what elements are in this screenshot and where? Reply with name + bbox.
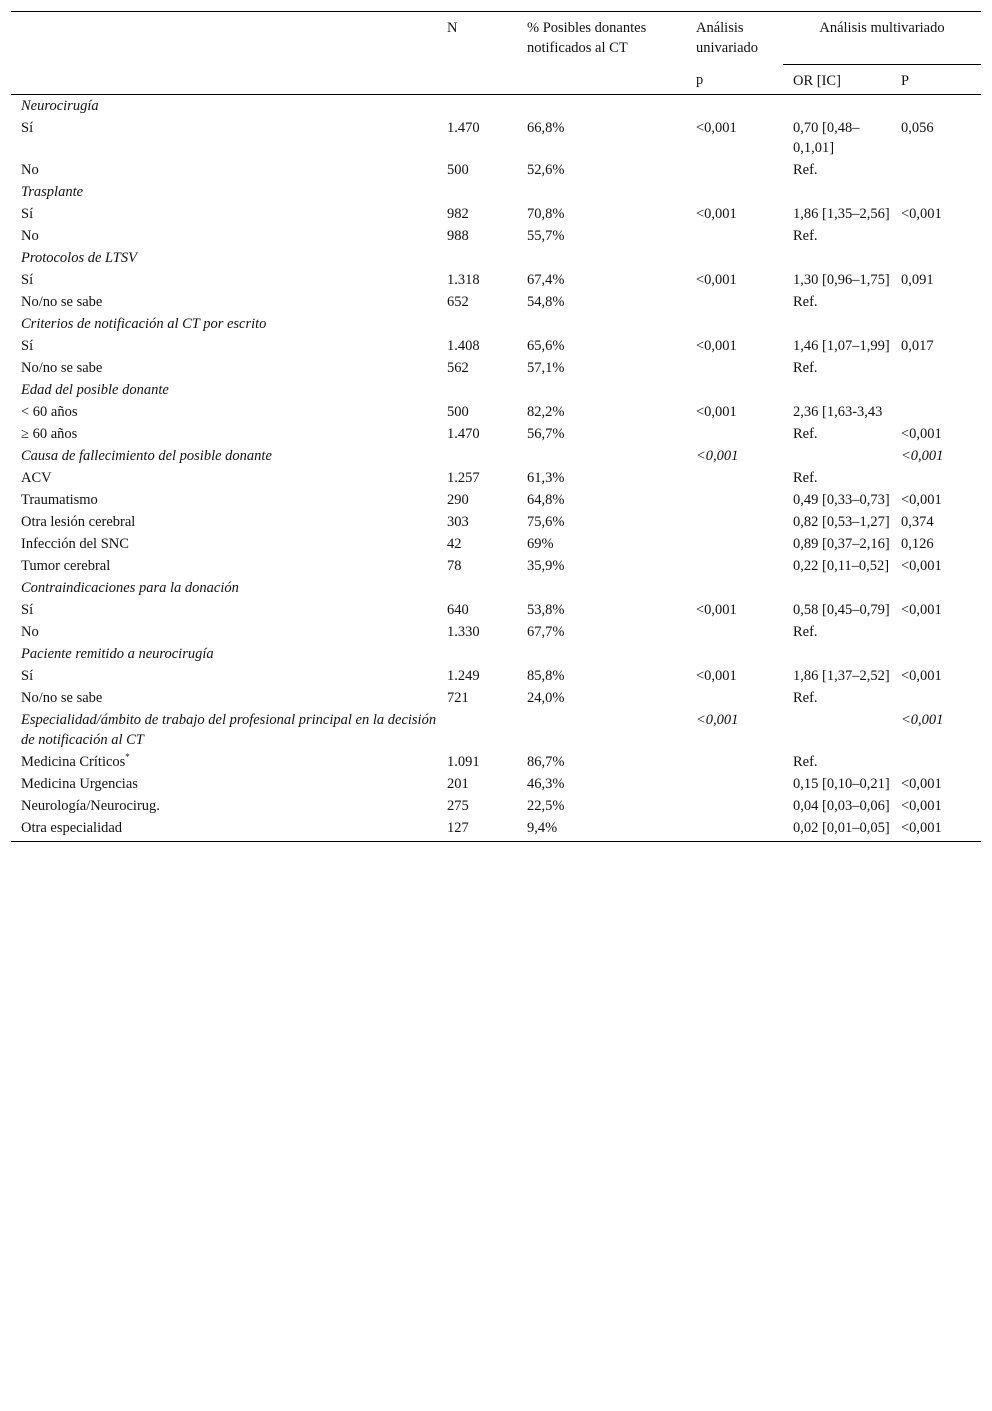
p-univariate-cell [686, 181, 783, 203]
row-label [11, 291, 437, 313]
label-text: ACV [21, 469, 52, 486]
table-body [11, 94, 981, 841]
category-row [11, 445, 981, 467]
p-multivariate-cell [891, 379, 981, 401]
p-multivariate-cell: <0,001 [901, 667, 942, 684]
label-text: Trasplante [21, 183, 84, 200]
header-n-blank [437, 64, 517, 94]
n-cell: 721 [447, 689, 469, 706]
p-univariate-cell [686, 357, 783, 379]
or-ci-cell: 0,15 [0,10–0,21] [793, 775, 890, 792]
label-text: Otra especialidad [21, 819, 123, 836]
row-label [11, 357, 437, 379]
p-univariate-cell [686, 247, 783, 269]
or-ci-cell [783, 313, 891, 335]
n-cell [437, 445, 517, 467]
p-multivariate-cell [891, 94, 981, 117]
pct-cell: 65,6% [527, 337, 565, 354]
or-ci-cell: 0,49 [0,33–0,73] [793, 491, 890, 508]
p-multivariate-cell [891, 577, 981, 599]
n-cell: 303 [447, 513, 469, 530]
p-multivariate-cell [891, 159, 981, 181]
pct-cell: 67,4% [527, 271, 565, 288]
p-univariate-cell: <0,001 [696, 667, 737, 684]
p-multivariate-cell: <0,001 [901, 775, 942, 792]
p-multivariate-cell [891, 291, 981, 313]
table-row [11, 795, 981, 817]
n-cell [437, 94, 517, 117]
p-multivariate-cell: <0,001 [901, 797, 942, 814]
row-label [11, 665, 437, 687]
n-cell: 275 [447, 797, 469, 814]
or-ci-cell: 0,82 [0,53–1,27] [793, 513, 890, 530]
table-row [11, 533, 981, 555]
p-univariate-cell [686, 225, 783, 247]
pct-cell: 55,7% [527, 227, 565, 244]
header-empty [11, 12, 437, 95]
pct-cell [517, 247, 686, 269]
pct-cell [517, 577, 686, 599]
p-multivariate-cell [891, 313, 981, 335]
category-row [11, 643, 981, 665]
row-label [11, 335, 437, 357]
label-text: Sí [21, 119, 34, 136]
row-label [11, 203, 437, 225]
p-univariate-cell [686, 291, 783, 313]
or-ci-cell: 0,89 [0,37–2,16] [793, 535, 890, 552]
n-cell: 988 [447, 227, 469, 244]
p-multivariate-cell: <0,001 [901, 425, 942, 442]
label-text: Medicina Urgencias [21, 775, 138, 792]
row-label [11, 489, 437, 511]
p-univariate-cell [686, 94, 783, 117]
p-multivariate-cell: 0,017 [901, 337, 934, 354]
n-cell: 1.318 [447, 271, 480, 288]
p-multivariate-cell: 0,091 [901, 271, 934, 288]
pct-cell: 24,0% [527, 689, 565, 706]
row-label [11, 269, 437, 291]
label-text: Tumor cerebral [21, 557, 111, 574]
p-univariate-cell [686, 795, 783, 817]
p-univariate-cell: <0,001 [696, 119, 737, 136]
or-ci-cell: Ref. [793, 293, 818, 310]
category-row [11, 379, 981, 401]
table-row [11, 203, 981, 225]
label-text: No/no se sabe [21, 359, 103, 376]
p-univariate-cell [686, 467, 783, 489]
n-cell: 652 [447, 293, 469, 310]
pct-cell [517, 445, 686, 467]
label-text: ≥ 60 años [21, 425, 78, 442]
or-ci-cell [783, 445, 891, 467]
header-multivariate: Análisis multivariado [783, 12, 981, 65]
p-univariate-cell [686, 423, 783, 445]
or-ci-cell [783, 379, 891, 401]
label-text: No/no se sabe [21, 689, 103, 706]
n-cell: 500 [447, 403, 469, 420]
or-ci-cell: Ref. [793, 359, 818, 376]
p-multivariate-cell: <0,001 [901, 557, 942, 574]
pct-cell: 61,3% [527, 469, 565, 486]
p-multivariate-cell [891, 401, 981, 423]
p-multivariate-cell: <0,001 [901, 711, 944, 728]
or-ci-cell: 0,04 [0,03–0,06] [793, 797, 890, 814]
p-univariate-cell: <0,001 [696, 205, 737, 222]
table-row [11, 159, 981, 181]
pct-cell: 57,1% [527, 359, 565, 376]
or-ci-cell: Ref. [793, 753, 818, 770]
label-text: Paciente remitido a neurocirugía [21, 645, 214, 662]
table-row [11, 665, 981, 687]
pct-cell: 9,4% [527, 819, 558, 836]
n-cell: 1.091 [447, 753, 480, 770]
label-text: < 60 años [21, 403, 78, 420]
p-multivariate-cell [891, 181, 981, 203]
or-ci-cell: Ref. [793, 161, 818, 178]
category-label [11, 709, 437, 751]
label-text: Sí [21, 601, 34, 618]
or-ci-cell [783, 94, 891, 117]
header-pct-blank [517, 64, 686, 94]
or-ci-cell: Ref. [793, 469, 818, 486]
p-univariate-cell [686, 313, 783, 335]
row-label [11, 467, 437, 489]
label-text: Sí [21, 271, 34, 288]
pct-cell: 75,6% [527, 513, 565, 530]
pct-cell: 56,7% [527, 425, 565, 442]
table-row [11, 291, 981, 313]
row-label [11, 773, 437, 795]
or-ci-cell: 1,30 [0,96–1,75] [793, 271, 890, 288]
p-multivariate-cell [891, 621, 981, 643]
category-row [11, 181, 981, 203]
row-label [11, 225, 437, 247]
category-row [11, 709, 981, 751]
p-univariate-cell [686, 773, 783, 795]
label-text: No/no se sabe [21, 293, 103, 310]
label-text: Protocolos de LTSV [21, 249, 137, 266]
label-text: Neurología/Neurocirug. [21, 797, 160, 814]
header-n: N [447, 20, 458, 36]
pct-cell: 53,8% [527, 601, 565, 618]
label-text: Edad del posible donante [21, 381, 169, 398]
pct-cell: 70,8% [527, 205, 565, 222]
p-univariate-cell: <0,001 [696, 403, 737, 420]
pct-cell: 66,8% [527, 119, 565, 136]
n-cell: 42 [447, 535, 462, 552]
p-univariate-cell [686, 159, 783, 181]
or-ci-cell: Ref. [793, 689, 818, 706]
table-row [11, 555, 981, 577]
header-univariate: Análisis univariado [696, 20, 759, 56]
p-multivariate-cell [891, 467, 981, 489]
table-row [11, 621, 981, 643]
pct-cell: 54,8% [527, 293, 565, 310]
pct-cell: 46,3% [527, 775, 565, 792]
row-label [11, 555, 437, 577]
p-univariate-cell [686, 533, 783, 555]
p-multivariate-cell: 0,056 [901, 119, 934, 136]
p-multivariate-cell: <0,001 [901, 491, 942, 508]
p-univariate-cell [686, 379, 783, 401]
category-label [11, 313, 437, 335]
or-ci-cell [783, 247, 891, 269]
or-ci-cell [783, 181, 891, 203]
label-text: Neurocirugía [21, 97, 99, 114]
n-cell: 1.257 [447, 469, 480, 486]
label-text: No [21, 227, 39, 244]
row-label [11, 687, 437, 709]
or-ci-cell: Ref. [793, 623, 818, 640]
table-row [11, 773, 981, 795]
n-cell: 78 [447, 557, 462, 574]
table-row [11, 401, 981, 423]
pct-cell [517, 313, 686, 335]
p-multivariate-cell [891, 247, 981, 269]
p-univariate-cell: <0,001 [696, 601, 737, 618]
row-label [11, 401, 437, 423]
pct-cell [517, 94, 686, 117]
label-text: Traumatismo [21, 491, 98, 508]
row-label [11, 599, 437, 621]
header-or-ci: OR [IC] [783, 64, 891, 94]
table-row [11, 751, 981, 773]
category-label [11, 247, 437, 269]
p-multivariate-cell [891, 357, 981, 379]
n-cell [437, 577, 517, 599]
p-multivariate-cell [891, 751, 981, 773]
row-label [11, 423, 437, 445]
or-ci-cell: Ref. [793, 425, 818, 442]
header-pct: % Posibles donantes notificados al CT [527, 20, 647, 56]
or-ci-cell: 1,86 [1,35–2,56] [793, 205, 890, 222]
table-row [11, 467, 981, 489]
table-row [11, 423, 981, 445]
or-ci-cell: Ref. [793, 227, 818, 244]
table-row [11, 511, 981, 533]
n-cell: 562 [447, 359, 469, 376]
label-text: Causa de fallecimiento del posible donante [21, 447, 272, 464]
p-univariate-cell [686, 511, 783, 533]
pct-cell: 85,8% [527, 667, 565, 684]
label-text: Medicina Críticos [21, 753, 126, 770]
label-text: Sí [21, 205, 34, 222]
pct-cell [517, 181, 686, 203]
p-multivariate-cell: <0,001 [901, 819, 942, 836]
table-row [11, 269, 981, 291]
or-ci-cell: 0,22 [0,11–0,52] [793, 557, 890, 574]
label-text: Otra lesión cerebral [21, 513, 136, 530]
header-p-multivariate: P [891, 64, 981, 94]
p-univariate-cell [686, 687, 783, 709]
category-row [11, 247, 981, 269]
table-row [11, 687, 981, 709]
label-text: No [21, 623, 39, 640]
or-ci-cell: 0,02 [0,01–0,05] [793, 819, 890, 836]
p-multivariate-cell: <0,001 [901, 601, 942, 618]
table-row [11, 335, 981, 357]
p-univariate-cell: <0,001 [696, 711, 739, 728]
pct-cell: 52,6% [527, 161, 565, 178]
category-label [11, 379, 437, 401]
pct-cell [517, 379, 686, 401]
n-cell [437, 313, 517, 335]
pct-cell: 69% [527, 535, 554, 552]
label-text: Sí [21, 337, 34, 354]
row-label [11, 533, 437, 555]
or-ci-cell: 0,58 [0,45–0,79] [793, 601, 890, 618]
pct-cell [517, 709, 686, 751]
label-text: No [21, 161, 39, 178]
or-ci-cell [783, 577, 891, 599]
pct-cell: 64,8% [527, 491, 565, 508]
row-label [11, 117, 437, 159]
pct-cell: 82,2% [527, 403, 565, 420]
n-cell: 1.470 [447, 119, 480, 136]
row-label [11, 817, 437, 842]
row-label [11, 511, 437, 533]
n-cell [437, 709, 517, 751]
n-cell: 127 [447, 819, 469, 836]
or-ci-cell [783, 643, 891, 665]
table-row [11, 117, 981, 159]
p-univariate-cell [686, 643, 783, 665]
p-univariate-cell [686, 817, 783, 842]
footnote-marker: * [125, 751, 130, 762]
n-cell [437, 379, 517, 401]
p-multivariate-cell: <0,001 [901, 205, 942, 222]
category-label [11, 577, 437, 599]
p-multivariate-cell [891, 225, 981, 247]
p-univariate-cell: <0,001 [696, 271, 737, 288]
or-ci-cell: 0,70 [0,48–0,1,01] [793, 119, 860, 156]
row-label [11, 159, 437, 181]
label-text: Infección del SNC [21, 535, 129, 552]
label-text: Criterios de notificación al CT por escrito [21, 315, 267, 332]
p-univariate-cell [686, 577, 783, 599]
p-univariate-cell: <0,001 [696, 337, 737, 354]
category-row [11, 94, 981, 117]
pct-cell: 22,5% [527, 797, 565, 814]
p-univariate-cell [686, 555, 783, 577]
p-univariate-cell [686, 489, 783, 511]
p-multivariate-cell [891, 643, 981, 665]
n-cell: 640 [447, 601, 469, 618]
category-row [11, 577, 981, 599]
pct-cell [517, 643, 686, 665]
n-cell [437, 181, 517, 203]
category-label [11, 445, 437, 467]
or-ci-cell: 2,36 [1,63-3,43 [793, 403, 883, 420]
p-univariate-cell [686, 621, 783, 643]
or-ci-cell [783, 709, 891, 751]
n-cell: 1.330 [447, 623, 480, 640]
row-label [11, 751, 437, 773]
n-cell: 500 [447, 161, 469, 178]
table-row [11, 489, 981, 511]
n-cell [437, 643, 517, 665]
p-multivariate-cell: 0,126 [901, 535, 934, 552]
category-row [11, 313, 981, 335]
header-row-1 [11, 12, 981, 65]
category-label [11, 94, 437, 117]
table-row [11, 357, 981, 379]
n-cell [437, 247, 517, 269]
n-cell: 290 [447, 491, 469, 508]
label-text: Especialidad/ámbito de trabajo del profesional principal en la decisión de notificación al CT [21, 711, 437, 748]
table-row [11, 599, 981, 621]
table-row [11, 225, 981, 247]
category-label [11, 181, 437, 203]
or-ci-cell: 1,46 [1,07–1,99] [793, 337, 890, 354]
n-cell: 1.470 [447, 425, 480, 442]
n-cell: 982 [447, 205, 469, 222]
p-univariate-cell: <0,001 [696, 447, 739, 464]
n-cell: 1.408 [447, 337, 480, 354]
label-text: Contraindicaciones para la donación [21, 579, 239, 596]
label-text: Sí [21, 667, 34, 684]
pct-cell: 86,7% [527, 753, 565, 770]
pct-cell: 35,9% [527, 557, 565, 574]
row-label [11, 621, 437, 643]
n-cell: 201 [447, 775, 469, 792]
table-row [11, 817, 981, 842]
n-cell: 1.249 [447, 667, 480, 684]
or-ci-cell: 1,86 [1,37–2,52] [793, 667, 890, 684]
header-p-univariate: p [686, 64, 783, 94]
p-multivariate-cell [891, 687, 981, 709]
pct-cell: 67,7% [527, 623, 565, 640]
p-univariate-cell [686, 751, 783, 773]
results-table [11, 11, 981, 842]
category-label [11, 643, 437, 665]
p-multivariate-cell: 0,374 [901, 513, 934, 530]
p-multivariate-cell: <0,001 [901, 447, 944, 464]
row-label [11, 795, 437, 817]
